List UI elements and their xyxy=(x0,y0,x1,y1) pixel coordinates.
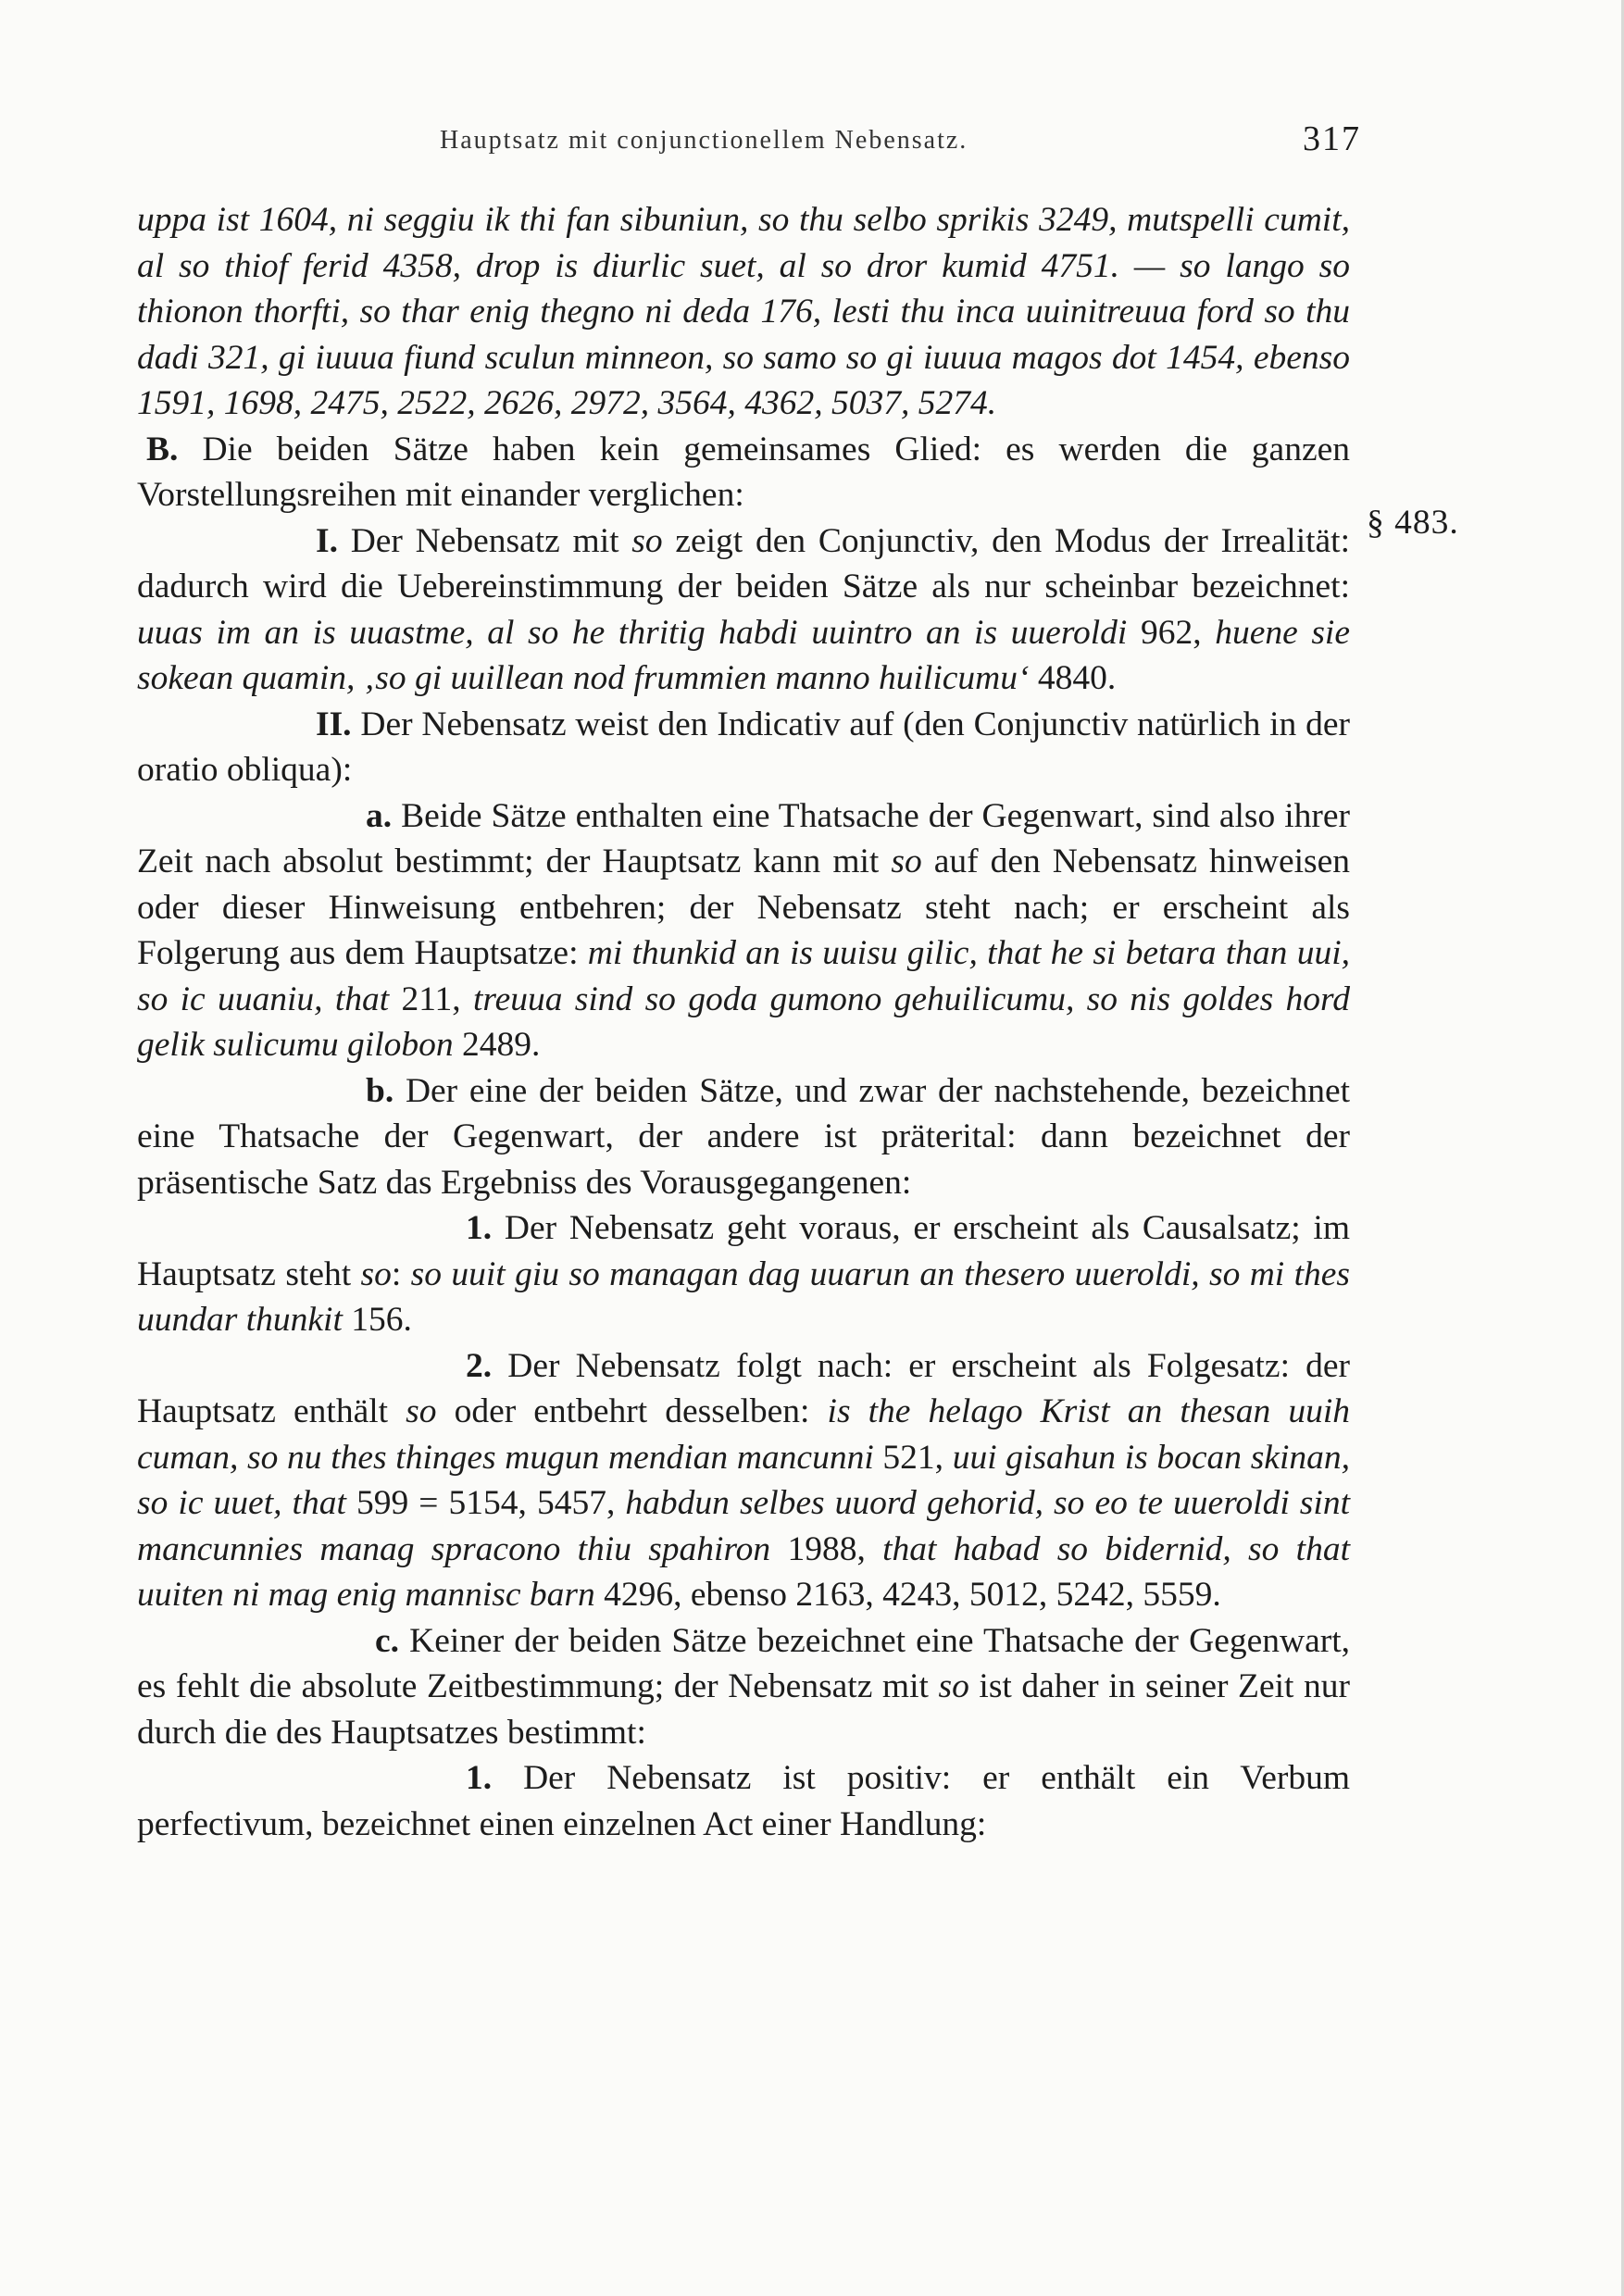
paragraph-text: Die beiden Sätze haben kein gemeinsames Glied: es werden die ganzen Vorstellungsreihen mit einander verglichen: xyxy=(137,430,1350,514)
paragraph-text: Keiner der beiden Sätze bezeichnet eine Thatsache der Gegenwart, es fehlt die absolute Zeitbestimmung; der Nebensatz mit xyxy=(137,1621,1351,1705)
quoted-text: mi thunkid an is uuisu gilic, that he si betara than uui, so ic uuaniu, that xyxy=(137,934,1350,1018)
quoted-text: uui gisahun is bocan skinan, so ic uuet, that xyxy=(137,1438,1350,1522)
paragraph-text: auf den Nebensatz hinweisen oder dieser Hinweisung entbehren; der Nebensatz steht nach; er erscheint als Folgerung aus dem Hauptsatze: xyxy=(137,842,1351,972)
paragraph-b2 xyxy=(137,1343,1350,1618)
paragraph-text: zeigt den Conjunctiv, den Modus der Irrealität: dadurch wird die Uebereinstimmung der beiden Sätze als nur scheinbar bezeichnet: xyxy=(137,521,1351,605)
section-label: I. xyxy=(316,521,338,560)
quoted-text: treuua sind so goda gumono gehuilicumu, so nis goldes hord gelik sulicumu gilobon xyxy=(137,980,1350,1064)
paragraph-text: Der eine der beiden Sätze, und zwar der nachstehende, bezeichnet eine Thatsache der Gegenwart, der andere ist präterital: dann bezeichnet der präsentische Satz das Ergebniss des Vorausgegangenen: xyxy=(137,1071,1351,1202)
quoted-text: uppa ist 1604, ni seggiu ik thi fan sibuniun, so thu selbo sprikis 3249, mutspelli cumit, al so thiof ferid 4358, drop is diurlic suet, al so dror kumid 4751. — so lango so thionon thorfti, so thar enig thegno ni deda 176, lesti thu inca uuinitreuua ford so thu dadi 321, gi iuuua fiund sculun minneon, so samo so gi iuuua magos dot 1454, ebenso 1591, 1698, 2475, 2522, 2626, 2972, 3564, 4362, 5037, 5274. xyxy=(137,201,1350,422)
paragraph-text: Der Nebensatz folgt nach: er erscheint als Folgesatz: der Hauptsatz enthält xyxy=(137,1346,1351,1430)
paragraph-text: Der Nebensatz mit xyxy=(350,521,632,560)
paragraph-c1 xyxy=(137,1755,1350,1847)
keyword-so: so xyxy=(360,1254,392,1293)
paragraph-b xyxy=(137,1068,1350,1206)
section-label: 1. xyxy=(466,1209,493,1247)
section-label: B. xyxy=(146,430,179,468)
verse-reference: 2489. xyxy=(453,1026,541,1064)
quoted-text: is the helago Krist an thesan uuih cuman, so nu thes thinges mugun mendian mancunni xyxy=(137,1392,1351,1477)
quoted-text: uuas im an is uuastme, al so he thritig habdi uuintro an is uueroldi xyxy=(137,613,1128,652)
paragraph-text: Der Nebensatz ist positiv: er enthält ein Verbum perfectivum, bezeichnet einen einzelnen Act einer Handlung: xyxy=(137,1759,1350,1843)
keyword-so: so xyxy=(938,1667,969,1705)
verse-reference: 599 = 5154, 5457, xyxy=(345,1484,626,1522)
page-header xyxy=(139,119,1361,174)
quoted-text: so uuit giu so managan dag uuarun an thesero uueroldi, so mi thes uundar thunkit xyxy=(137,1254,1350,1339)
keyword-so: so xyxy=(406,1392,437,1430)
keyword-so: so xyxy=(891,842,922,880)
paragraph-text: Beide Sätze enthalten eine Thatsache der Gegenwart, sind also ihrer Zeit nach absolut bestimmt; der Hauptsatz kann mit xyxy=(137,796,1350,880)
verse-reference: 211, xyxy=(389,980,473,1018)
paragraph-text: Der Nebensatz geht voraus, er erscheint als Causalsatz; im Hauptsatz steht xyxy=(137,1209,1351,1293)
paragraph-c xyxy=(137,1618,1350,1756)
keyword-so: so xyxy=(631,521,663,560)
verse-reference: 156. xyxy=(342,1301,412,1339)
section-number: § 483. xyxy=(1367,504,1459,542)
paragraph-text: Der Nebensatz weist den Indicativ auf (den Conjunctiv natürlich in der oratio obliqua): xyxy=(137,705,1351,789)
paragraph-II xyxy=(137,702,1350,793)
quoted-text: that habad so bidernid, so that uuiten ni mag enig mannisc barn xyxy=(137,1529,1350,1614)
verse-reference: 1988, xyxy=(770,1529,883,1568)
section-label: 1. xyxy=(466,1759,493,1797)
verse-reference: 4296, ebenso 2163, 4243, 5012, 5242, 5559. xyxy=(594,1576,1221,1614)
paragraph-text: : xyxy=(391,1254,411,1293)
section-label: c. xyxy=(375,1621,400,1660)
page-number: 317 xyxy=(1303,119,1361,158)
verse-reference: 4840. xyxy=(1029,659,1117,697)
page-body xyxy=(137,197,1350,1847)
section-label: 2. xyxy=(466,1346,493,1385)
paragraph-continuation xyxy=(137,197,1350,427)
section-label: b. xyxy=(366,1071,394,1110)
paragraph-a xyxy=(137,793,1350,1068)
paragraph-I xyxy=(137,518,1350,702)
section-label: a. xyxy=(366,796,393,835)
paragraph-b1 xyxy=(137,1205,1350,1343)
verse-reference: 521, xyxy=(873,1438,953,1477)
paragraph-text: oder entbehrt desselben: xyxy=(436,1392,828,1430)
paragraph-B xyxy=(137,427,1350,518)
verse-reference: 962, xyxy=(1127,613,1216,652)
running-title: Hauptsatz mit conjunctionellem Nebensatz. xyxy=(440,126,968,155)
paragraph-text: ist daher in seiner Zeit nur durch die des Hauptsatzes bestimmt: xyxy=(137,1667,1350,1752)
section-label: II. xyxy=(316,705,352,743)
quoted-text: habdun selbes uuord gehorid, so eo te uueroldi sint mancunnies manag spracono thiu spahiron xyxy=(137,1484,1350,1568)
quoted-text: huene sie sokean quamin, ‚so gi uuillean nod frummien manno huilicumu‘ xyxy=(137,613,1350,697)
